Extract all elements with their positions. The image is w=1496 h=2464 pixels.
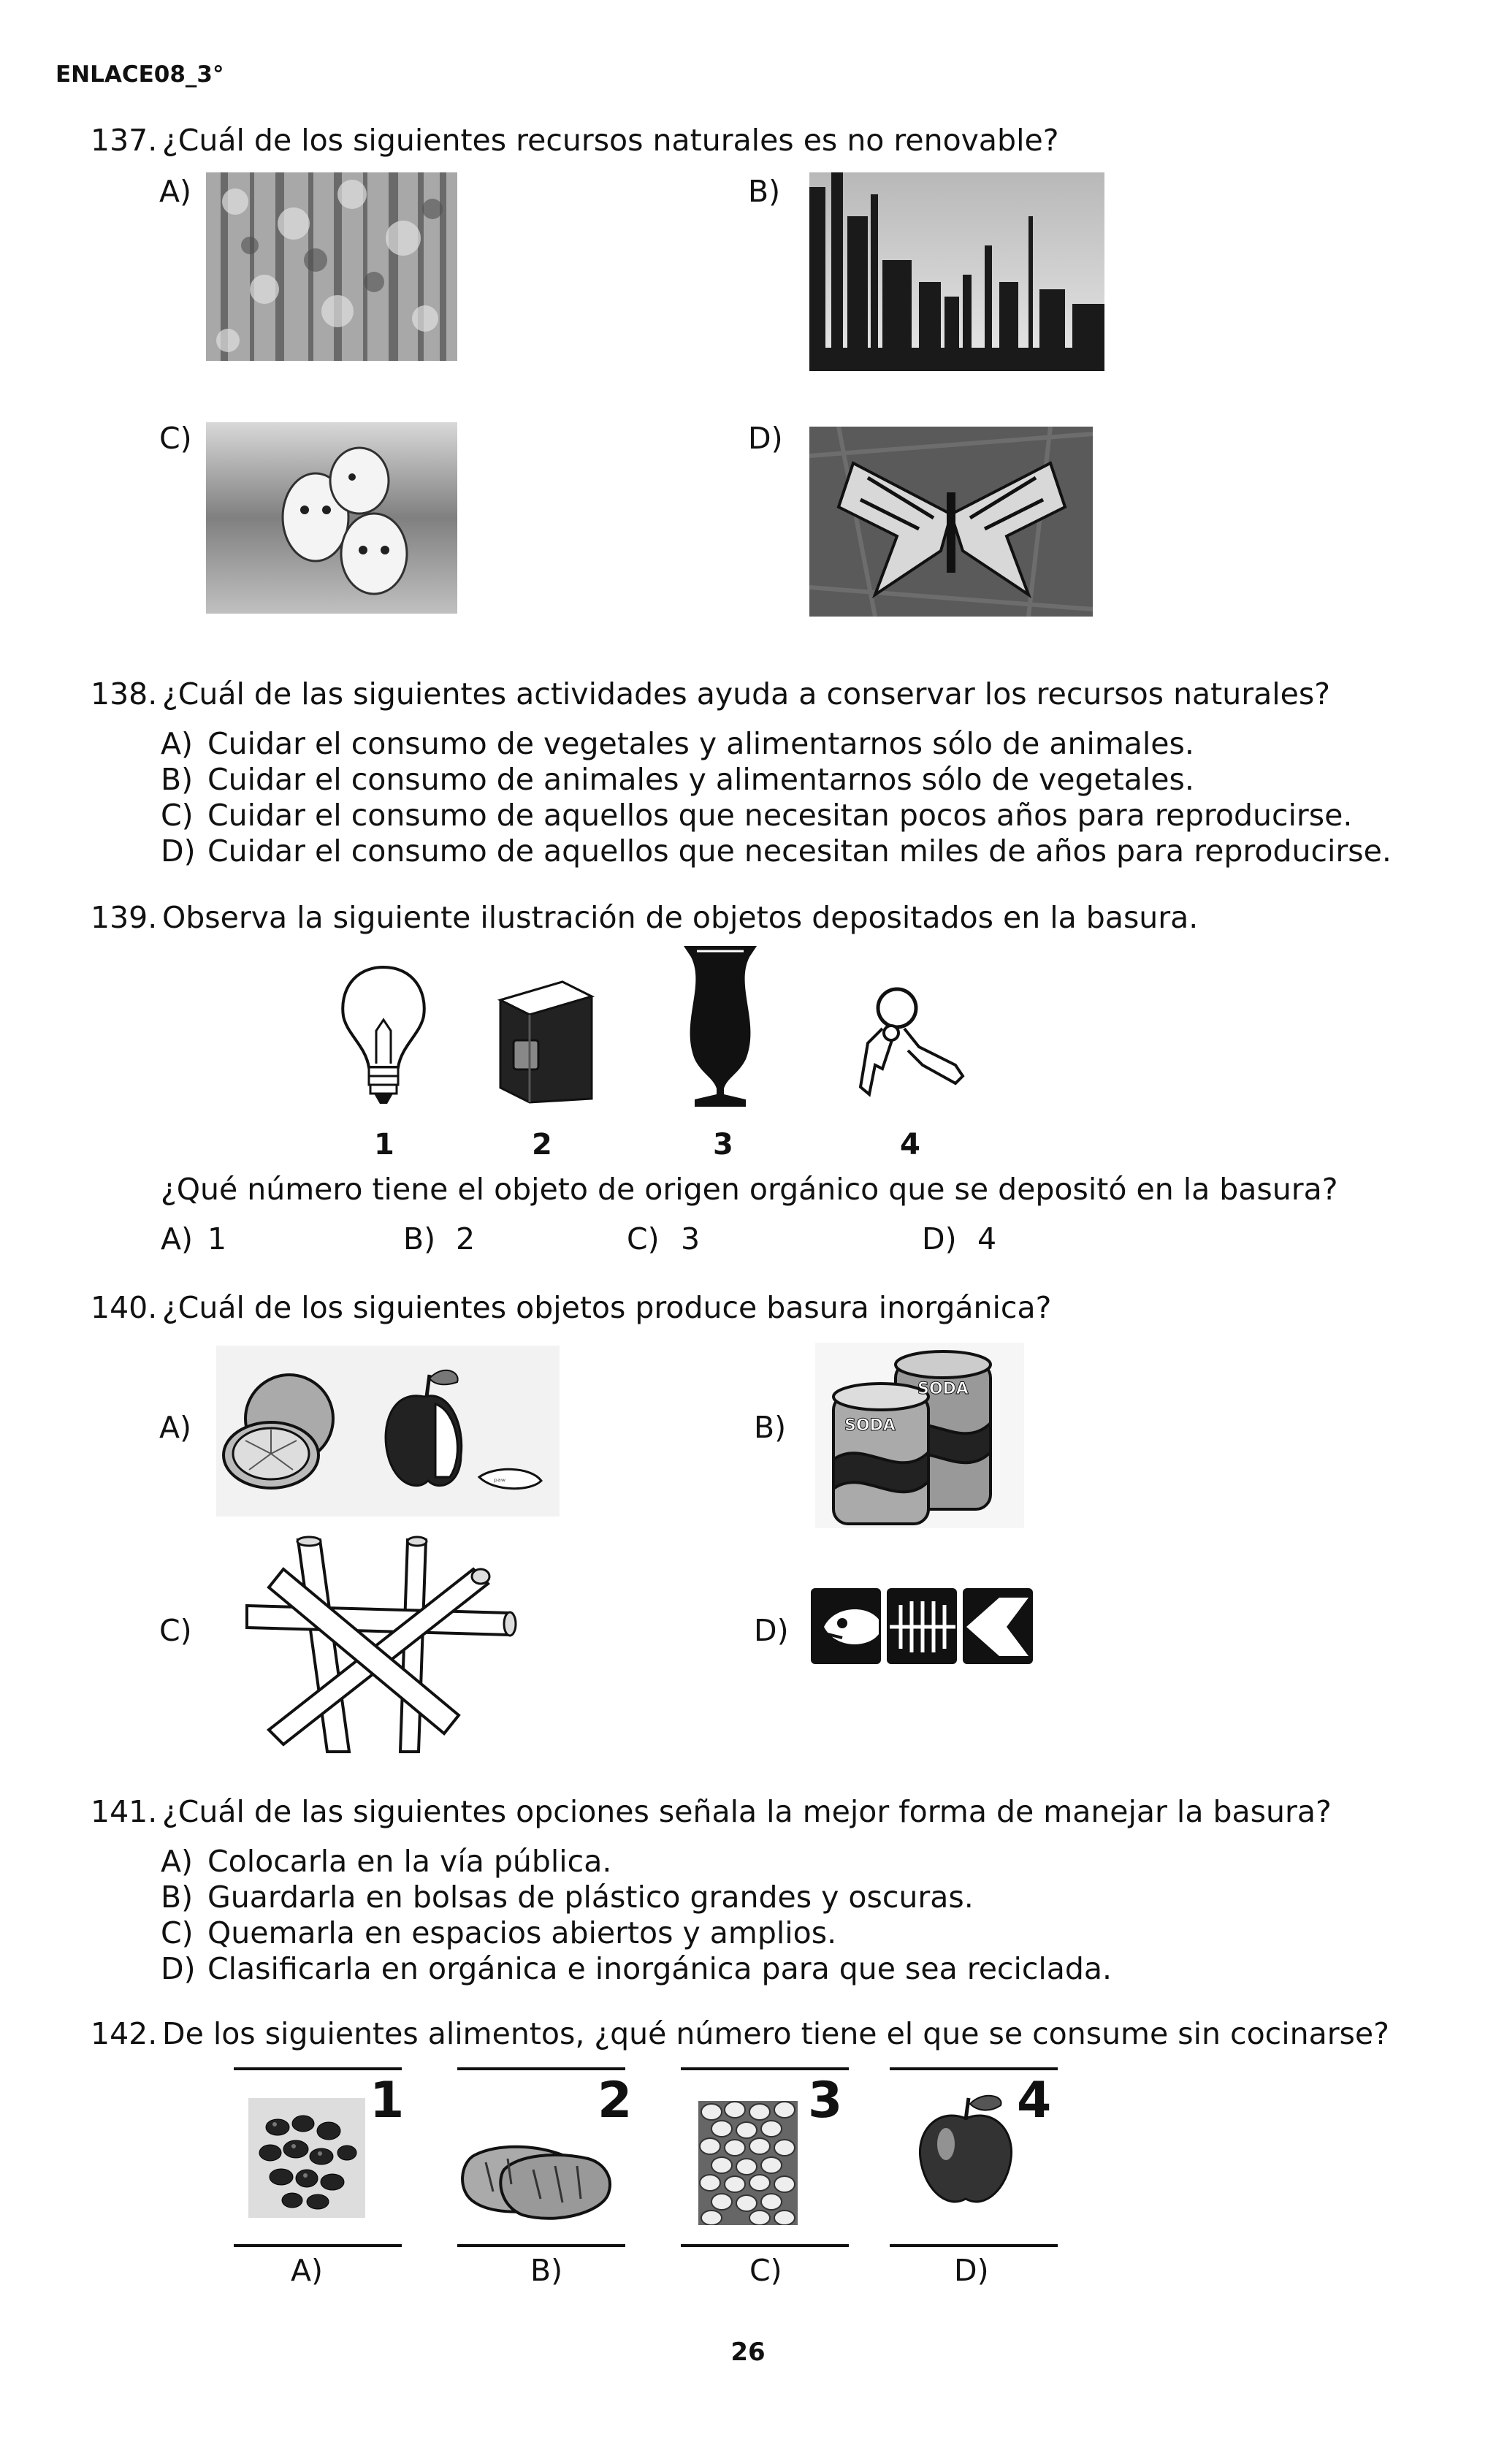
apple-icon [913,2089,1018,2212]
page-header: ENLACE08_3° [56,61,224,88]
option-d-label: D) [748,421,783,456]
answer-a-text: 1 [207,1221,227,1256]
food-number-2: 2 [598,2072,633,2129]
answer-row [0,1221,1496,1258]
question-text: ¿Cuál de las siguientes actividades ayuda a conservar los recursos naturales? [162,676,1330,712]
answer-c-letter: C) [627,1221,660,1256]
option-text: Cuidar el consumo de vegetales y alimentarnos sólo de animales. [207,726,1194,761]
option-text: Colocarla en la vía pública. [207,1844,612,1879]
option-b-label: B) [754,1410,787,1445]
forest-photo [206,172,457,361]
question-139 [0,900,1496,937]
butterfly-photo [809,427,1093,617]
food-number-3: 3 [808,2072,843,2129]
divider-line [457,2067,625,2070]
option-letter: D) [161,1951,196,1986]
question-number: 138. [91,676,158,712]
question-number: 137. [91,123,158,158]
option-letter: C) [161,1915,194,1950]
option-b [0,762,1496,798]
soda-label: SODA [917,1380,969,1398]
option-a-label: A) [159,174,192,209]
divider-line [234,2244,402,2247]
option-d [0,1951,1496,1988]
corn-kernels-icon [698,2101,798,2225]
answer-a-letter: A) [161,1221,194,1256]
question-text: ¿Cuál de los siguientes recursos naturales es no renovable? [162,123,1059,158]
question-number: 142. [91,2016,158,2051]
question-141 [0,1794,1496,1831]
subquestion-text: ¿Qué número tiene el objeto de origen orgánico que se depositó en la basura? [161,1172,1338,1207]
option-b [0,1880,1496,1916]
divider-line [681,2067,849,2070]
keys-icon [853,985,970,1110]
option-letter: A) [161,726,194,761]
fruits-icon [216,1346,560,1517]
option-c-label: C) [159,421,192,456]
answer-b-letter: B) [403,1221,436,1256]
question-138 [0,676,1496,713]
option-a [0,726,1496,763]
option-c [0,798,1496,834]
svg-text:ᵖᵃʷ: ᵖᵃʷ [494,1476,506,1487]
fish-bones-icon [809,1587,1036,1667]
option-a [0,1844,1496,1880]
option-text: Clasificarla en orgánica e inorgánica para que sea reciclada. [207,1951,1113,1986]
item-number-4: 4 [900,1128,920,1162]
food-letter-b: B) [530,2253,563,2288]
option-b-label: B) [748,174,781,209]
food-number-4: 4 [1017,2072,1052,2129]
answer-c-text: 3 [681,1221,701,1256]
soda-cans-icon [815,1343,1024,1528]
page-number: 26 [730,2338,766,2367]
option-letter: A) [161,1844,194,1879]
vase-icon [676,942,764,1110]
option-a-label: A) [159,1410,192,1445]
question-140 [0,1290,1496,1327]
option-d [0,834,1496,870]
divider-line [457,2244,625,2247]
dolphins-photo [206,422,457,614]
bread-icon [453,2126,615,2221]
refinery-photo [809,172,1104,371]
question-text: ¿Cuál de las siguientes opciones señala la mejor forma de manejar la basura? [162,1794,1332,1829]
food-letter-a: A) [291,2253,324,2288]
question-text: De los siguientes alimentos, ¿qué número tiene el que se consume sin cocinarse? [162,2016,1389,2051]
option-text: Cuidar el consumo de animales y alimentarnos sólo de vegetales. [207,762,1194,797]
food-letter-d: D) [954,2253,989,2288]
answer-b-text: 2 [456,1221,476,1256]
question-text: ¿Cuál de los siguientes objetos produce basura inorgánica? [162,1290,1052,1325]
answer-d-letter: D) [922,1221,957,1256]
item-number-3: 3 [713,1128,733,1162]
question-text: Observa la siguiente ilustración de objetos depositados en la basura. [162,900,1199,935]
option-text: Guardarla en bolsas de plástico grandes y oscuras. [207,1880,974,1915]
option-letter: B) [161,1880,194,1915]
option-d-label: D) [754,1613,789,1648]
divider-line [890,2244,1058,2247]
item-number-1: 1 [374,1128,394,1162]
option-c [0,1915,1496,1952]
option-text: Cuidar el consumo de aquellos que necesitan pocos años para reproducirse. [207,798,1353,833]
item-number-2: 2 [532,1128,552,1162]
question-142 [0,2016,1496,2053]
lightbulb-icon [336,961,431,1107]
food-letter-c: C) [749,2253,782,2288]
divider-line [890,2067,1058,2070]
option-c-label: C) [159,1613,192,1648]
question-number: 140. [91,1290,158,1325]
food-number-1: 1 [370,2072,405,2129]
option-text: Cuidar el consumo de aquellos que necesitan miles de años para reproducirse. [207,834,1392,869]
divider-line [234,2067,402,2070]
option-letter: B) [161,762,194,797]
option-text: Quemarla en espacios abiertos y amplios. [207,1915,837,1950]
question-number: 141. [91,1794,158,1829]
sticks-icon [240,1533,524,1774]
option-letter: D) [161,834,196,869]
answer-d-text: 4 [977,1221,997,1256]
soda-label: SODA [844,1416,896,1435]
book-icon [493,974,597,1106]
question-137 [0,123,1496,159]
question-number: 139. [91,900,158,935]
divider-line [681,2244,849,2247]
option-letter: C) [161,798,194,833]
beans-icon [248,2098,365,2218]
